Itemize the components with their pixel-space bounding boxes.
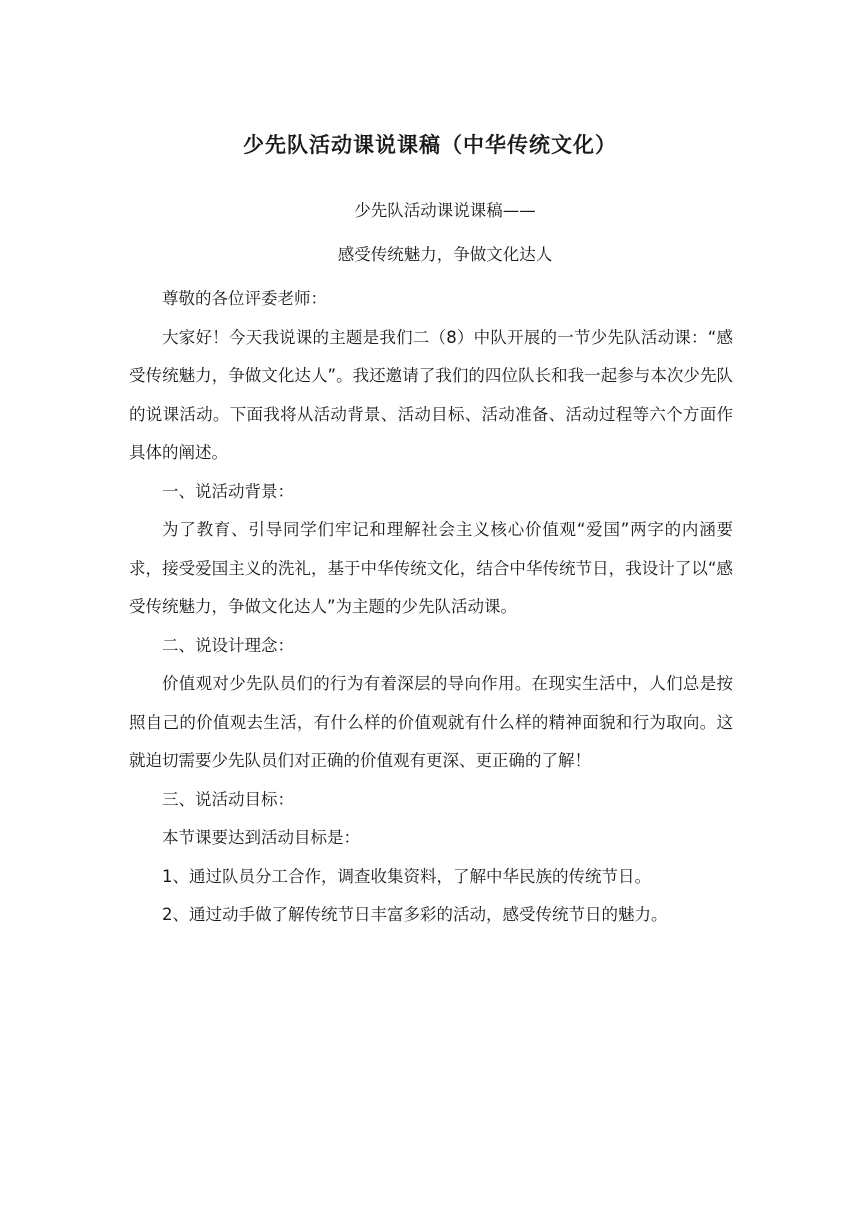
intro-paragraph: 大家好！今天我说课的主题是我们二（8）中队开展的一节少先队活动课：“感受传统魅力，争做文化达人”。我还邀请了我们的四位队长和我一起参与本次少先队的说课活动。下面我将从活动背景、活动目标、活动准备、活动过程等六个方面作具体的阐述。: [129, 327, 733, 462]
document-subtitle-line-2: 感受传统魅力，争做文化达人: [337, 245, 553, 264]
greeting-paragraph: 尊敬的各位评委老师：: [162, 289, 327, 308]
background-paragraph: 为了教育、引导同学们牢记和理解社会主义核心价值观“爱国”两字的内涵要求，接受爱国主义的洗礼，基于中华传统文化，结合中华传统节日，我设计了以“感受传统魅力，争做文化达人”为主题的少先队活动课。: [129, 520, 733, 616]
objectives-intro-paragraph: 本节课要达到活动目标是：: [162, 828, 360, 847]
objective-item-1: 1、通过队员分工合作，调查收集资料，了解中华民族的传统节日。: [162, 866, 651, 886]
section-heading-design-concept: 二、说设计理念：: [162, 635, 294, 655]
document-subtitle-line-1: 少先队活动课说课稿——: [354, 201, 536, 220]
section-heading-objectives: 三、说活动目标：: [162, 789, 294, 809]
objective-item-2: 2、通过动手做了解传统节日丰富多彩的活动，感受传统节日的魅力。: [162, 905, 668, 924]
design-concept-paragraph: 价值观对少先队员们的行为有着深层的导向作用。在现实生活中，人们总是按照自己的价值观去生活，有什么样的价值观就有什么样的精神面貌和行为取向。这就迫切需要少先队员们对正确的价值观有更深、更正确的了解！: [129, 674, 733, 770]
document-body: [129, 280, 733, 935]
section-heading-background: 一、说活动背景：: [162, 481, 294, 501]
document-title: 少先队活动课说课稿（中华传统文化）: [243, 133, 617, 157]
